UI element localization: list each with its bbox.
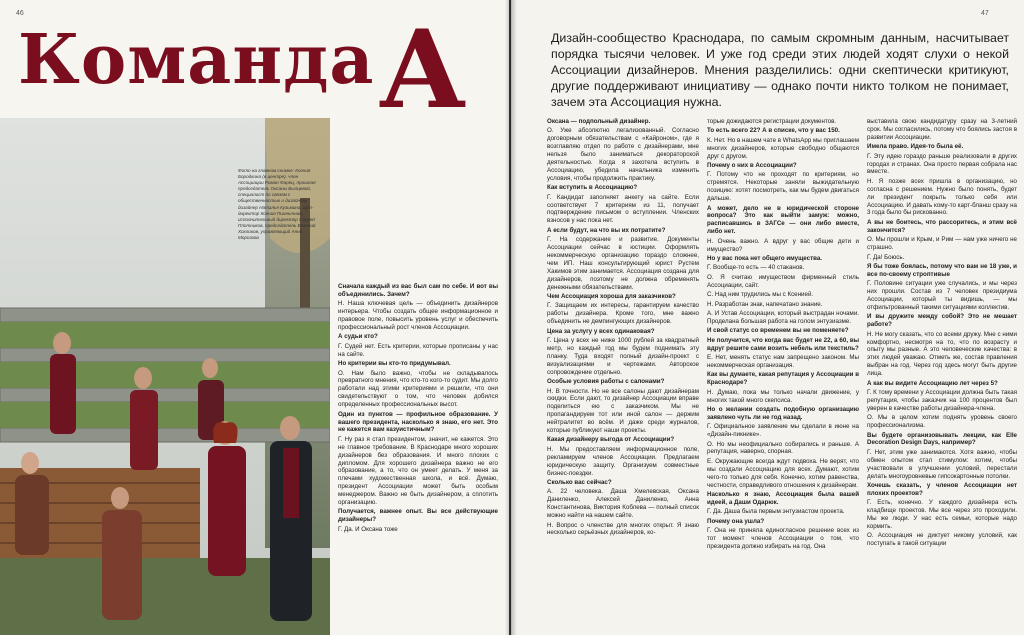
question-paragraph: Почему она ушла? [707, 517, 765, 525]
headline-word: Команда [18, 20, 375, 100]
answer-paragraph: Г. Да. Даша была первым энтузиастом проекта. [707, 508, 845, 516]
answer-paragraph: Г. Она не приняла единогласное решение всех из тот момент членов Ассоциации о том, что президента должно избирать на год. Она [707, 527, 859, 550]
answer-paragraph: Г. Нет, этим уже занимаются. Хотя важно, чтобы обмен опытом стал стимулом: хотим, чтобы участвовали в улучшении условий, перестали делать многоуровневые гипсокартонные потолки. [867, 448, 1017, 480]
left-column [338, 283, 498, 635]
answer-paragraph: Н. Наша ключевая цель — объединить дизайнеров интерьера. Чтобы создать общее информационное и правовое поле, повысить уровень услуг и обеспечить профессиональный рост членов Ассоциации. [338, 300, 498, 332]
question-paragraph: И свой статус со временем вы не поменяете? [707, 327, 849, 335]
answer-paragraph: Н. Не могу сказать, что со всеми дружу. Мне с ними комфортно, несмотря на то, что по возрасту и опыту мы разные. А это человеческие качества: в этих людей уважаю. Отметь же, состав правления выбран на год. Через год здесь могут быть другие лица. [867, 330, 1017, 378]
answer-paragraph: Н. Разработан знак, напечатано знание. [707, 300, 823, 308]
question-paragraph: Один из пунктов — профильное образование. У вашего президента, насколько я знаю, его нет. Это не кажется вам казуистичным? [338, 410, 498, 434]
answer-paragraph: Г. Защищаем их интересы, гарантируем качество работы дизайнера. Кроме того, мне важно объединить не демпингующих дизайнеров. [547, 302, 699, 326]
question-paragraph: Почему о них в Ассоциации? [707, 162, 797, 170]
answer-paragraph: О. Мы прошли и Крым, и Рим — нам уже ничего не страшно. [867, 236, 1017, 252]
question-paragraph: Как вступить в Ассоциацию? [547, 184, 638, 192]
answer-paragraph: Г. Судей нет. Есть критерии, которые прописаны у нас на сайте. [338, 342, 498, 358]
right-column-3 [867, 118, 1017, 630]
answer-paragraph: Г. Ну раз я стал президентом, значит, не кажется. Это не главное требование. В Краснодаре много хороших дизайнеров без образования. И много плохих с дипломом. Для хорошего дизайнера важно не его образование, а то, что он умеет делать. У меня за плечами художественная школа, и всё. Думаю, президент Ассоциации может быть особым менеджером. Важно не быть дизайнером, а сплотить организацию. [338, 435, 498, 507]
answer-paragraph: Е. Нет, менять статус нам запрещено законом. Мы некоммерческая организация. [707, 353, 859, 369]
answer-paragraph: Н. Думаю, пока мы только начали движение, у многих такой много скепсиса. [707, 388, 859, 404]
page-number-right: 47 [981, 10, 989, 17]
question-paragraph: Я бы тоже боялась, потому что вам не 18 уже, и все по-своему строптивые [867, 262, 1017, 278]
answer-paragraph: А. 22 человека. Даша Хмелевская, Оксана Даниленко, Алексей Даниленко, Анна Константинова, Виктория Коблева — полный список можно найти на нашем сайте. [547, 488, 699, 520]
right-page [511, 0, 1024, 635]
question-paragraph: А вы не боитесь, что рассоритесь, и этим всё закончится? [867, 218, 1017, 234]
question-paragraph: Получается, важнее опыт. Вы все действующие дизайнеры? [338, 508, 498, 524]
answer-paragraph: О. Но мы неофициально собирались и раньше. А репутация, наверно, спорная. [707, 440, 859, 456]
question-paragraph: И вы дружите между собой? Это не мешает работе? [867, 313, 1017, 329]
question-paragraph: Но критерии вы кто-то придумывал. [338, 360, 451, 368]
answer-paragraph: О. Я считаю имуществом фирменный стиль Ассоциации, сайт. [707, 273, 859, 289]
question-paragraph: Но о желании создать подобную организацию заявлено чуть ли не год назад. [707, 405, 859, 421]
answer-paragraph: С. Над ним трудились мы с Ксенией. [707, 291, 814, 299]
right-column-2 [707, 118, 859, 630]
answer-paragraph: Н. Вопрос о членстве для многих открыт. Я знаю несколько серьёзных дизайнеров, ко- [547, 521, 699, 537]
answer-paragraph: О. Ассоциация не диктует никому условий, как поступать в такой ситуации [867, 532, 1017, 548]
question-paragraph: А как вы видите Ассоциацию лет через 5? [867, 379, 998, 387]
page-number-left: 46 [16, 10, 24, 17]
answer-paragraph: Г. Кандидат заполняет анкету на сайте. Если соответствует 7 критериям из 11, получает подтверждение письмом о вступлении. Членских взносов у нас пока нет. [547, 193, 699, 225]
answer-paragraph: О. Нам было важно, чтобы не складывалось превратного мнения, что кто-то кого-то судит. Мы долго работали над этими критериями и решили, что они свидетельствуют о том, что человек добился определенных профессиональных высот. [338, 369, 498, 409]
answer-paragraph: Г. Половине ситуации уже случались, и мы через них прошли. Состав из 7 человек президиума Ассоциации, который ты видишь, — мы отфильтрованный такими ситуациями коллектив. [867, 280, 1017, 311]
answer-paragraph: Г. Цена у всех не ниже 1000 рублей за квадратный метр, но каждый год мы будем поднимать эту планку. Туда входят полный дизайн-проект с визуализациями и чертежами. Авторское сопровождение отдельно. [547, 337, 699, 376]
answer-paragraph: торые дожидаются регистрации документов. [707, 118, 837, 125]
question-paragraph: Имела право. Идея-то была её. [867, 143, 964, 151]
answer-paragraph: К. Нет. Но в нашем чате в WhatsApp мы приглашаем многих дизайнеров, которые свободно общаются друг с другом. [707, 136, 859, 160]
spine-shadow [505, 0, 517, 635]
question-paragraph: Чем Ассоциация хороша для заказчиков? [547, 293, 676, 301]
answer-paragraph: выставила свою кандидатуру сразу на 3-летний срок. Мы согласились, потому что боялись застоя в развитии Ассоциации. [867, 118, 1017, 141]
answer-paragraph: Г. Есть, конечно. У каждого дизайнера есть кладбище проектов. Мы все через это проходили. Мы же люди. У нас есть семьи, которые надо кормить. [867, 499, 1017, 530]
question-paragraph: Особые условия работы с салонами? [547, 378, 665, 386]
question-paragraph: Насколько я знаю, Ассоциация была вашей идеей, а Даши Одарюк. [707, 490, 859, 506]
question-paragraph: Сначала каждый из вас был сам по себе. И вот вы объединились. Зачем? [338, 283, 498, 298]
question-paragraph: Хочешь сказать, у членов Ассоциации нет плохих проектов? [867, 481, 1017, 497]
answer-paragraph: Н. Мы предоставляем информационное поле, рекламируем членов Ассоциации. Предлагаем юридическую защиту. Организуем совместные бизнес-поездки. [547, 445, 699, 477]
question-paragraph: Цена за услугу у всех одинаковая? [547, 327, 655, 335]
question-paragraph: А судьи кто? [338, 333, 378, 341]
answer-paragraph: Г. Да! Боюсь. [867, 253, 905, 261]
photo-caption: Фото на главном снимке: Ксения Бородкина (в центре), член Ассоциации Роман Фарец, прошлая председатель Оксаны Былцевой, специалист по связям с общественностью и дизайнеру, дизайнер Наталья Кузьмина, арт-директор Ксения Пшеничная, исполнительный директор Сергей Плотников, председатель Евгений Хохликов, управляющий Анна Морозова [238, 168, 316, 241]
question-paragraph: То есть всего 22? А в списке, что у вас 150. [707, 127, 840, 135]
question-paragraph: Сколько вас сейчас? [547, 478, 612, 486]
question-paragraph: Какая дизайнеру выгода от Ассоциации? [547, 436, 675, 444]
question-paragraph: Не получится, что когда вас будет не 22, а 60, вы вдруг решите сами возить небель или текстиль? [707, 336, 859, 352]
answer-paragraph: Г. Вообще-то есть — 40 стаканов. [707, 264, 805, 272]
answer-paragraph: Г. Потому что не проходят по критериям, но стремятся. Некоторые заняли выжидательную позицию: хотят посмотреть, как мы будем двигаться дальше. [707, 171, 859, 203]
lead-paragraph: Дизайн-сообщество Краснодара, по самым скромным данным, насчитывает порядка тысячи человек. И уже год среди этих людей ходят слухи о некой Ассоциации дизайнеров. Мнения разделились: одни скептически критикуют, другие поддерживают инициативу — однако почти никто толком не понимает, зачем эта Ассоциация нужна. [551, 31, 1009, 109]
answer-paragraph: Н. В точности. Но не все салоны дают дизайнерам скидки. Если дают, то дизайнер Ассоциации вправе поделиться ею с заказчиком. Мы не пропагандируем тот или иной салон — держим нейтралитет во всём. И даже среди журналов, которые публикуют наши проекты. [547, 387, 699, 435]
answer-paragraph: Г. К тому времени у Ассоциации должна быть такая репутация, чтобы заказчик на 100 процентов был уверен в качестве работы дизайнера-члена. [867, 389, 1017, 412]
question-paragraph: А может, дело не в юридической стороне вопроса? Это как выйти замуж: можно, расписавшись в ЗАГСе — они либо вместе, либо нет. [707, 204, 859, 236]
answer-paragraph: Н. Я позже всех пришла в организацию, но согласна с решением. Нужно было понять, будет ли президент покрыть только себя или Ассоциацию. И давать кому-то карт-бланш сразу на 3 года было бы рискованно. [867, 177, 1017, 217]
headline-letter: А [378, 7, 468, 133]
answer-paragraph: Н. Очень важно. А вдруг у вас общие дети и имущество? [707, 237, 859, 253]
question-paragraph: Оксана — подпольный дизайнер. [547, 118, 651, 125]
answer-paragraph: Г. На содержание и развитие. Документы Ассоциации сейчас в юстиции. Оформлять некоммерческую организацию гораздо сложнее, чем ИП. Наш консультирующий юрист Рустем Хакимов этим занимается. Ассоциация создана для дизайнеров, поэтому не должна обременять денежными обязательствами. [547, 236, 699, 291]
left-page [0, 0, 509, 635]
answer-paragraph: О. Уже абсолютно легализованный. Согласно договорным обязательствам с «Кайроном», где я возглавляю отдел по работе с дизайнерами, мне нельзя было заниматься декораторской деятельностью. Когда я захотела вступить в Ассоциацию, убедила начальника изменить условия, чтобы продолжить практику. [547, 127, 699, 182]
question-paragraph: А если будут, на что вы их потратите? [547, 226, 666, 234]
question-paragraph: Как вы думаете, какая репутация у Ассоциации в Краснодаре? [707, 371, 859, 387]
answer-paragraph: О. Мы в целом хотим поднять уровень своего профессионализма. [867, 414, 1017, 430]
question-paragraph: Но у вас пока нет общего имущества. [707, 255, 823, 262]
right-column-1 [547, 118, 699, 630]
answer-paragraph: А. И Устав Ассоциации, который выстрадан ночами. Проделана большая работа на голом энтузиазме. [707, 309, 859, 325]
answer-paragraph: Е. Окружающие всегда ждут подвоха. Не верят, что мы создали Ассоциацию для всех. Думают, хотим чего-то только для себя. Конечно, хотим равенства, честности, справедливого отношения к дизайнерам. [707, 457, 859, 489]
answer-paragraph: Г. Официальное заявление мы сделали в июне на «Дизайн-пикнике». [707, 423, 859, 439]
answer-paragraph: Г. Да. И Оксана тоже [338, 525, 398, 533]
answer-paragraph: Г. Эту идею гораздо раньше реализовали в других городах и странах. Она просто первая собрала нас вместе. [867, 152, 1017, 176]
question-paragraph: Вы будете организовывать лекции, как Elle Decoration Design Days, например? [867, 431, 1017, 447]
